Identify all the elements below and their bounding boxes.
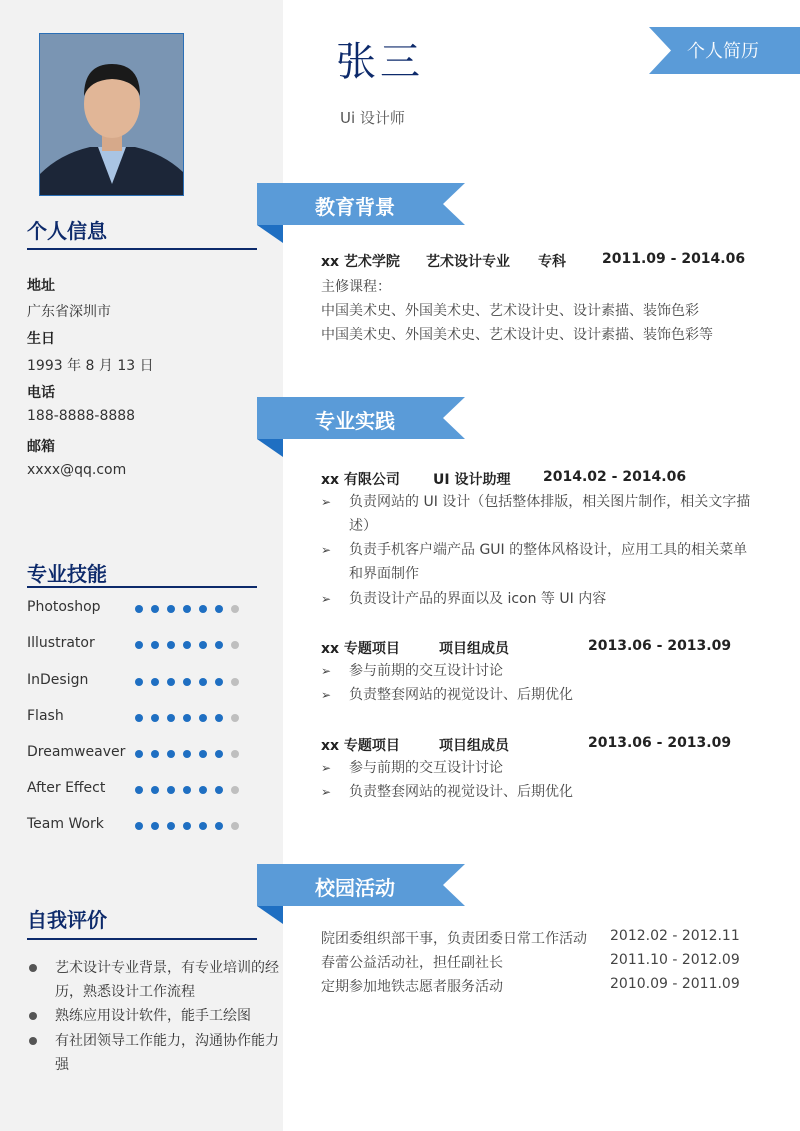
arrow-bullet-icon: ➢ — [321, 592, 332, 606]
duty-item: ➢ 负责手机客户端产品 GUI 的整体风格设计，应用工具的相关菜单和界面制作 — [321, 538, 761, 586]
skill-name: Illustrator — [27, 635, 95, 651]
arrow-bullet-icon: ➢ — [321, 495, 332, 509]
bullet-icon — [29, 1012, 37, 1020]
skill-dot-filled — [135, 678, 143, 686]
candidate-name: 张三 — [336, 39, 424, 85]
skill-dot-filled — [135, 786, 143, 794]
skill-dot-filled — [183, 641, 191, 649]
job-header — [321, 638, 761, 658]
skill-dot-filled — [151, 822, 159, 830]
skill-dot-filled — [215, 678, 223, 686]
skill-dot-filled — [199, 714, 207, 722]
duty-item: ➢ 负责设计产品的界面以及 icon 等 UI 内容 — [321, 587, 761, 611]
skill-dot-filled — [199, 678, 207, 686]
phone-label: 电话 — [27, 385, 55, 401]
personal-info-rule — [27, 248, 257, 250]
degree: 专科 — [538, 254, 566, 270]
job-period: 2013.06 - 2013.09 — [588, 735, 732, 751]
skill-dot-filled — [167, 641, 175, 649]
skill-name: Photoshop — [27, 599, 101, 615]
address-value: 广东省深圳市 — [27, 304, 111, 320]
skill-name: Team Work — [27, 816, 104, 832]
campus-title: 校园活动 — [315, 876, 395, 900]
skill-dot-filled — [215, 750, 223, 758]
skill-dot-empty — [231, 714, 239, 722]
email-value: xxxx@qq.com — [27, 462, 127, 478]
job-period: 2013.06 - 2013.09 — [588, 638, 732, 654]
skill-dot-filled — [151, 641, 159, 649]
skill-dot-filled — [183, 750, 191, 758]
education-period: 2011.09 - 2014.06 — [602, 251, 746, 267]
candidate-role: Ui 设计师 — [340, 109, 405, 127]
skill-name: After Effect — [27, 780, 106, 796]
skill-dot-filled — [215, 605, 223, 613]
personal-info-title: 个人信息 — [27, 219, 107, 243]
activity-text: 春蕾公益活动社，担任副社长 — [321, 955, 503, 971]
skill-dot-empty — [231, 786, 239, 794]
duty-item: ➢ 负责整套网站的视觉设计、后期优化 — [321, 780, 761, 804]
skill-dot-filled — [151, 605, 159, 613]
skill-name: Flash — [27, 708, 64, 724]
skill-row — [27, 744, 267, 764]
job-org: xx 有限公司 — [321, 472, 400, 488]
skill-dot-filled — [151, 678, 159, 686]
evaluation-item: 有社团领导工作能力，沟通协作能力强 — [27, 1029, 287, 1077]
practice-title: 专业实践 — [315, 409, 395, 433]
job-org: xx 专题项目 — [321, 738, 400, 754]
skill-dot-filled — [135, 714, 143, 722]
courses-label: 主修课程： — [321, 279, 391, 295]
skill-dot-filled — [183, 678, 191, 686]
skill-dot-filled — [199, 641, 207, 649]
skill-dot-filled — [183, 714, 191, 722]
job-header — [321, 469, 761, 489]
email-label: 邮箱 — [27, 439, 55, 455]
skill-dot-filled — [215, 786, 223, 794]
self-evaluation-title: 自我评价 — [27, 908, 107, 932]
skills-title: 专业技能 — [27, 562, 107, 586]
skill-dot-empty — [231, 822, 239, 830]
skill-dot-filled — [167, 714, 175, 722]
skill-dot-filled — [199, 605, 207, 613]
job-header — [321, 735, 761, 755]
activity-period: 2012.02 - 2012.11 — [610, 928, 740, 944]
skill-dot-filled — [215, 822, 223, 830]
skill-dot-filled — [167, 822, 175, 830]
skill-dot-filled — [151, 714, 159, 722]
resume-tag-label: 个人简历 — [687, 41, 759, 62]
arrow-bullet-icon: ➢ — [321, 761, 332, 775]
activity-text: 院团委组织部干事，负责团委日常工作活动 — [321, 931, 587, 947]
skill-row — [27, 635, 267, 655]
skill-dot-filled — [215, 714, 223, 722]
phone-value: 188-8888-8888 — [27, 408, 136, 424]
skill-dot-empty — [231, 750, 239, 758]
skill-dot-filled — [199, 786, 207, 794]
skill-dot-empty — [231, 678, 239, 686]
arrow-bullet-icon: ➢ — [321, 785, 332, 799]
activity-period: 2011.10 - 2012.09 — [610, 952, 740, 968]
skill-row — [27, 816, 267, 836]
duty-item: ➢ 参与前期的交互设计讨论 — [321, 659, 761, 683]
skill-name: InDesign — [27, 672, 89, 688]
education-banner — [257, 183, 467, 243]
skill-dot-filled — [215, 641, 223, 649]
activity-text: 定期参加地铁志愿者服务活动 — [321, 979, 503, 995]
activity-row — [321, 976, 761, 996]
skill-dot-filled — [151, 750, 159, 758]
arrow-bullet-icon: ➢ — [321, 664, 332, 678]
birthday-label: 生日 — [27, 331, 55, 347]
activity-row — [321, 952, 761, 972]
skill-dot-filled — [199, 750, 207, 758]
evaluation-item: 艺术设计专业背景，有专业培训的经历，熟悉设计工作流程 — [27, 956, 287, 1004]
education-header — [321, 251, 761, 271]
job-org: xx 专题项目 — [321, 641, 400, 657]
duty-item: ➢ 负责网站的 UI 设计（包括整体排版，相关图片制作，相关文字描述） — [321, 490, 761, 538]
resume-tag — [649, 27, 800, 74]
skill-dot-filled — [183, 822, 191, 830]
job-position: UI 设计助理 — [433, 472, 511, 488]
skill-dot-filled — [167, 678, 175, 686]
skill-dot-filled — [135, 641, 143, 649]
skill-row — [27, 599, 267, 619]
courses-line: 中国美术史、外国美术史、艺术设计史、设计素描、装饰色彩 — [321, 303, 699, 319]
bullet-icon — [29, 964, 37, 972]
skill-dot-filled — [183, 786, 191, 794]
skill-name: Dreamweaver — [27, 744, 126, 760]
evaluation-item: 熟练应用设计软件，能手工绘图 — [27, 1004, 287, 1028]
arrow-bullet-icon: ➢ — [321, 543, 332, 557]
skill-dot-empty — [231, 605, 239, 613]
major-name: 艺术设计专业 — [426, 254, 510, 270]
job-position: 项目组成员 — [439, 738, 509, 754]
skill-dot-filled — [135, 750, 143, 758]
self-evaluation-rule — [27, 938, 257, 940]
activity-row — [321, 928, 761, 948]
skill-dot-filled — [167, 786, 175, 794]
birthday-value: 1993 年 8 月 13 日 — [27, 358, 154, 374]
skills-rule — [27, 586, 257, 588]
skill-dot-filled — [135, 822, 143, 830]
job-position: 项目组成员 — [439, 641, 509, 657]
bullet-icon — [29, 1037, 37, 1045]
skill-dot-filled — [167, 750, 175, 758]
skill-dot-filled — [183, 605, 191, 613]
skill-dot-filled — [199, 822, 207, 830]
activity-period: 2010.09 - 2011.09 — [610, 976, 740, 992]
education-title: 教育背景 — [315, 195, 395, 219]
skill-row — [27, 780, 267, 800]
skill-dot-filled — [167, 605, 175, 613]
sidebar — [0, 0, 283, 1131]
arrow-bullet-icon: ➢ — [321, 688, 332, 702]
skill-dot-filled — [151, 786, 159, 794]
skill-dot-filled — [135, 605, 143, 613]
skill-row — [27, 672, 267, 692]
duty-item: ➢ 负责整套网站的视觉设计、后期优化 — [321, 683, 761, 707]
skill-dot-empty — [231, 641, 239, 649]
profile-photo — [39, 33, 184, 196]
address-label: 地址 — [27, 278, 55, 294]
job-period: 2014.02 - 2014.06 — [543, 469, 687, 485]
courses-line: 中国美术史、外国美术史、艺术设计史、设计素描、装饰色彩等 — [321, 327, 713, 343]
duty-item: ➢ 参与前期的交互设计讨论 — [321, 756, 761, 780]
campus-banner — [257, 864, 467, 924]
school-name: xx 艺术学院 — [321, 254, 400, 270]
practice-banner — [257, 397, 467, 457]
skill-row — [27, 708, 267, 728]
